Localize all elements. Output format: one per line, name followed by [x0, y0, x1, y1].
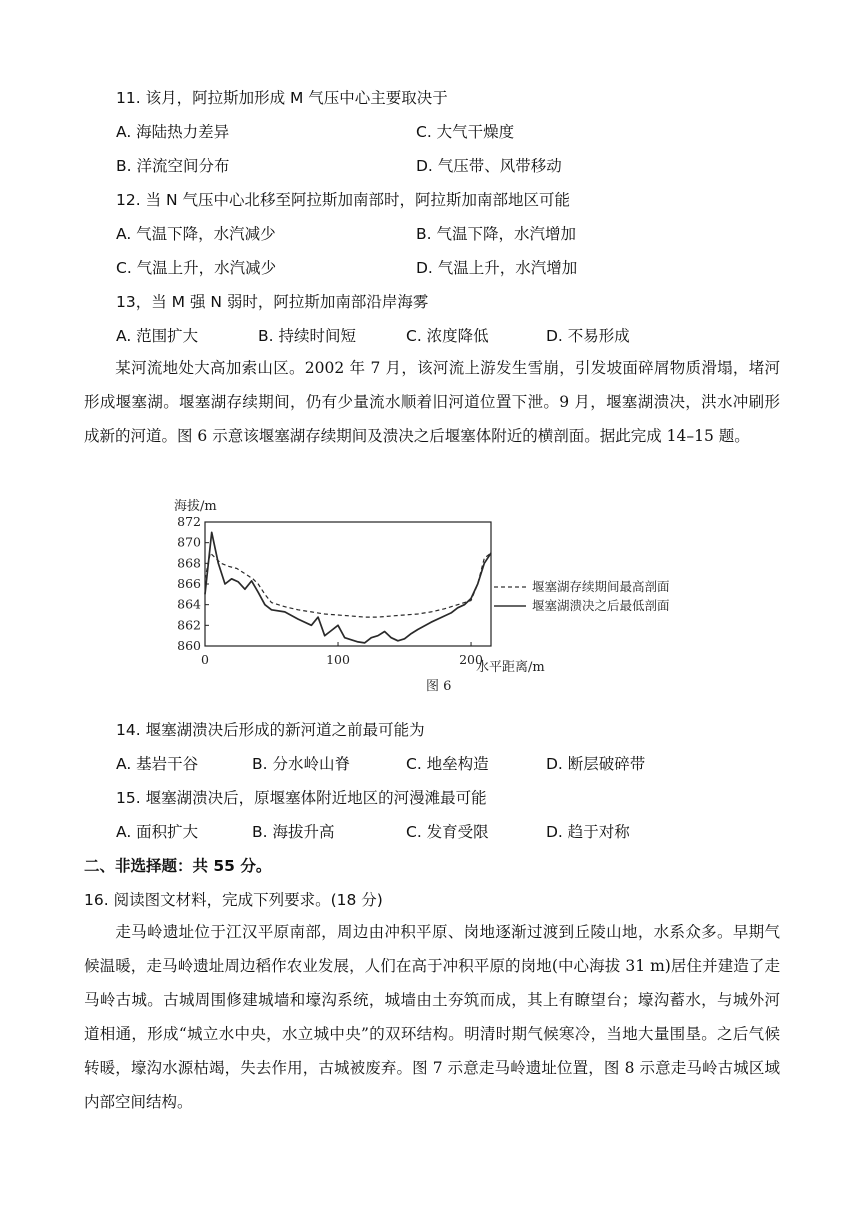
y-axis-label: 海拔/m: [174, 499, 217, 514]
q11-option-d: D. 气压带、风带移动: [416, 157, 562, 175]
y-tick-label: 868: [177, 555, 201, 571]
y-tick-label: 872: [177, 514, 201, 529]
series-line-lowest-profile: [205, 532, 491, 643]
passage-14-15: [84, 351, 780, 453]
series-layer: [205, 532, 491, 643]
q14-option-c: C. 地垒构造: [406, 755, 489, 773]
x-tick-label: 200: [459, 652, 483, 667]
q11-option-b: B. 洋流空间分布: [116, 157, 230, 175]
q14-option-a: A. 基岩干谷: [116, 755, 199, 773]
q14-option-d: D. 断层破碎带: [546, 755, 646, 773]
legend: [494, 579, 670, 613]
y-ticks: [177, 514, 209, 653]
q11-option-c: C. 大气干燥度: [416, 123, 515, 141]
figure-6-svg: [160, 492, 720, 702]
legend-label-solid: 堰塞湖溃决之后最低剖面: [532, 598, 670, 613]
q14-stem: 14. 堰塞湖溃决后形成的新河道之前最可能为: [116, 721, 425, 739]
passage-16: [84, 915, 780, 1119]
q15-option-d: D. 趋于对称: [546, 823, 630, 841]
figure-caption: 图 6: [426, 679, 452, 694]
q15-option-c: C. 发育受限: [406, 823, 489, 841]
passage-16-text: 走马岭遗址位于江汉平原南部，周边由冲积平原、岗地逐渐过渡到丘陵山地，水系众多。早期气候温暖，走马岭遗址周边稻作农业发展，人们在高于冲积平原的岗地(中心海拔 31 m)居住并建造了走马岭古城。古城周围修建城墙和壕沟系统，城墙由土夯筑而成，其上有瞭望台；壕沟蓄水，与城外河道相通，形成“城立水中央，水立城中央”的双环结构。明清时期气候寒冷，当地大量围垦。之后气候转暖，壕沟水源枯竭，失去作用，古城被废弃。图 7 示意走马岭遗址位置，图 8 示意走马岭古城区域内部空间结构。: [84, 923, 780, 1111]
legend-label-dashed: 堰塞湖存续期间最高剖面: [532, 579, 670, 594]
x-axis-label: 水平距离/m: [476, 660, 545, 675]
q11-option-a: A. 海陆热力差异: [116, 123, 230, 141]
q12-option-d: D. 气温上升，水汽增加: [416, 259, 578, 277]
y-tick-label: 862: [177, 617, 201, 633]
q16-stem: 16. 阅读图文材料，完成下列要求。(18 分): [84, 891, 383, 909]
x-tick-label: 0: [201, 652, 209, 667]
plot-frame: [205, 522, 491, 646]
x-tick-label: 100: [326, 652, 350, 667]
section-2-heading: 二、非选择题：共 55 分。: [84, 857, 272, 875]
q14-option-b: B. 分水岭山脊: [252, 755, 350, 773]
q13-stem: 13，当 M 强 N 弱时，阿拉斯加南部沿岸海雾: [116, 293, 429, 311]
q15-option-a: A. 面积扩大: [116, 823, 199, 841]
passage-14-15-text: 某河流地处大高加索山区。2002 年 7 月，该河流上游发生雪崩，引发坡面碎屑物质滑塌，堵河形成堰塞湖。堰塞湖存续期间，仍有少量流水顺着旧河道位置下泄。9 月，堰塞湖溃决，洪水冲刷形成新的河道。图 6 示意该堰塞湖存续期间及溃决之后堰塞体附近的横剖面。据此完成 14–15 题。: [84, 359, 780, 445]
y-tick-label: 860: [177, 638, 201, 653]
q12-option-c: C. 气温上升，水汽减少: [116, 259, 277, 277]
q13-option-b: B. 持续时间短: [258, 327, 356, 345]
q13-option-a: A. 范围扩大: [116, 327, 199, 345]
q12-option-b: B. 气温下降，水汽增加: [416, 225, 576, 243]
q12-stem: 12. 当 N 气压中心北移至阿拉斯加南部时，阿拉斯加南部地区可能: [116, 191, 571, 209]
q13-option-d: D. 不易形成: [546, 327, 630, 345]
q15-option-b: B. 海拔升高: [252, 823, 335, 841]
q13-option-c: C. 浓度降低: [406, 327, 489, 345]
q12-option-a: A. 气温下降，水汽减少: [116, 225, 276, 243]
y-tick-label: 864: [177, 596, 201, 612]
figure-6-chart: [160, 492, 720, 702]
y-tick-label: 870: [177, 534, 201, 550]
y-tick-label: 866: [177, 576, 201, 591]
q11-stem: 11. 该月，阿拉斯加形成 M 气压中心主要取决于: [116, 89, 448, 107]
q15-stem: 15. 堰塞湖溃决后，原堰塞体附近地区的河漫滩最可能: [116, 789, 487, 807]
